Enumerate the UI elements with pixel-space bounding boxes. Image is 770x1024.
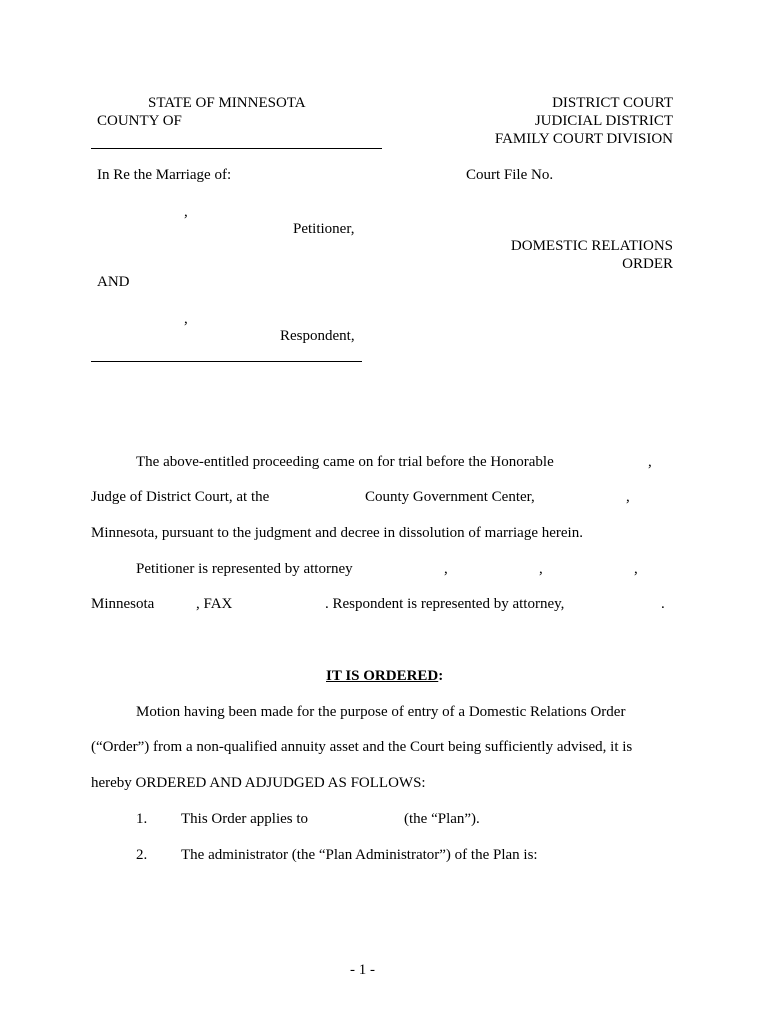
body-paragraph-1a: The above-entitled proceeding came on for trial before the Honorable bbox=[136, 454, 554, 470]
item-2-text: The administrator (the “Plan Administrator”) of the Plan is: bbox=[181, 847, 538, 863]
body-paragraph-4c: , bbox=[539, 561, 543, 577]
ordered-heading-text: IT IS ORDERED bbox=[326, 668, 439, 684]
body-paragraph-4b: , bbox=[444, 561, 448, 577]
body-paragraph-7: (“Order”) from a non-qualified annuity asset and the Court being sufficiently advised, it is bbox=[91, 739, 633, 755]
division-heading: FAMILY COURT DIVISION bbox=[494, 131, 673, 147]
petitioner-label: Petitioner, bbox=[293, 221, 355, 237]
body-paragraph-6: Motion having been made for the purpose of entry of a Domestic Relations Order bbox=[136, 704, 626, 720]
document-title-line2: ORDER bbox=[622, 256, 673, 272]
item-1-text-a: This Order applies to bbox=[181, 811, 309, 827]
body-paragraph-1b: , bbox=[648, 454, 652, 470]
body-paragraph-2b: County Government Center, bbox=[365, 489, 535, 505]
and-label: AND bbox=[97, 274, 130, 290]
document-title-line1: DOMESTIC RELATIONS bbox=[510, 238, 673, 254]
court-file-label: Court File No. bbox=[466, 167, 554, 183]
body-paragraph-4a: Petitioner is represented by attorney bbox=[136, 561, 353, 577]
body-paragraph-8: hereby ORDERED AND ADJUDGED AS FOLLOWS: bbox=[91, 775, 426, 791]
page-number: - 1 - bbox=[350, 962, 375, 978]
respondent-name-comma: , bbox=[184, 311, 188, 327]
respondent-label: Respondent, bbox=[280, 328, 355, 344]
header-rule bbox=[91, 148, 382, 149]
caption-rule bbox=[91, 361, 362, 362]
county-heading: COUNTY OF bbox=[97, 113, 182, 129]
judicial-district-heading: JUDICIAL DISTRICT bbox=[534, 113, 673, 129]
court-heading: DISTRICT COURT bbox=[552, 95, 673, 111]
body-paragraph-5d: . bbox=[661, 596, 665, 612]
ordered-heading-colon: : bbox=[438, 668, 444, 684]
in-re-label: In Re the Marriage of: bbox=[97, 167, 232, 183]
body-paragraph-5b: , FAX bbox=[196, 596, 233, 612]
body-paragraph-5c: . Respondent is represented by attorney, bbox=[325, 596, 565, 612]
state-heading: STATE OF MINNESOTA bbox=[148, 95, 306, 111]
item-1-text-b: (the “Plan”). bbox=[404, 811, 480, 827]
ordered-heading bbox=[326, 669, 443, 684]
body-paragraph-3: Minnesota, pursuant to the judgment and decree in dissolution of marriage herein. bbox=[91, 525, 583, 541]
petitioner-name-comma: , bbox=[184, 204, 188, 220]
body-paragraph-4d: , bbox=[634, 561, 638, 577]
item-2-number: 2. bbox=[136, 847, 148, 863]
body-paragraph-5a: Minnesota bbox=[91, 596, 155, 612]
body-paragraph-2c: , bbox=[626, 489, 630, 505]
body-paragraph-2a: Judge of District Court, at the bbox=[91, 489, 270, 505]
item-1-number: 1. bbox=[136, 811, 148, 827]
